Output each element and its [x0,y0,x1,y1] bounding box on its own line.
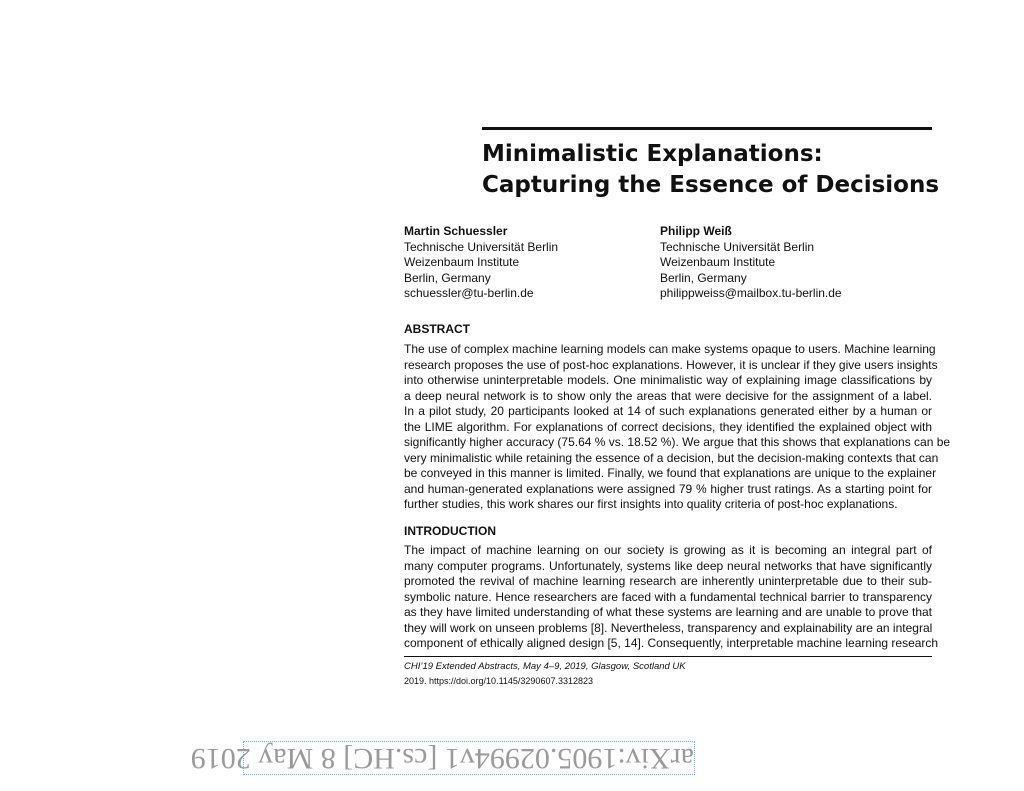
introduction-body [404,543,939,652]
author-location: Berlin, Germany [404,270,491,285]
author-institute: Weizenbaum Institute [404,255,520,270]
introduction-heading: INTRODUCTION [404,524,496,538]
conference-venue: CHI’19 Extended Abstracts, May 4–9, 2019, Glasgow, Scotland UK [404,661,686,672]
introduction-line: promoted the revival of machine learning research are inherently uninterpretable due to their sub- [404,574,932,588]
title-line-2: Capturing the Essence of Decisions [482,172,940,198]
title-rule [482,127,932,130]
author-name: Philipp Weiß [660,224,732,238]
abstract-line: significantly higher accuracy (75.64 % vs. 18.52 %). We argue that this shows that explanations can be [404,435,951,449]
introduction-line: as they have limited understanding of what these systems are learning and are unable to prove that [404,605,932,619]
title-line-1: Minimalistic Explanations: [482,141,823,167]
abstract-line: The use of complex machine learning models can make systems opaque to users. Machine learning [404,342,936,356]
introduction-line: symbolic nature. Hence researchers are faced with a fundamental technical barrier to transparency [404,589,932,604]
author-affiliation: Technische Universität Berlin [404,239,559,254]
abstract-heading: ABSTRACT [404,322,470,336]
introduction-line: component of ethically aligned design [5, 14]. Consequently, interpretable machine learning research [404,636,939,650]
introduction-line: many computer programs. Unfortunately, systems like deep neural networks that have significantly [404,558,932,573]
abstract-line: In a pilot study, 20 participants looked at 14 of such explanations generated either by a human or [404,404,932,418]
abstract-line: and human-generated explanations were assigned 79 % higher trust ratings. As a starting point for [404,481,932,496]
author-affiliation: Technische Universität Berlin [660,239,815,254]
abstract-line: research proposes the use of post-hoc explanations. However, it is unclear if they give users insights [404,357,938,372]
author-institute: Weizenbaum Institute [660,255,776,270]
author-name: Martin Schuessler [404,224,508,238]
arxiv-stamp-box [190,741,695,775]
footer-rule [404,656,932,657]
abstract-line: into otherwise uninterpretable models. One minimalistic way of explaining image classifications by [404,373,932,387]
abstract-body [404,342,951,513]
abstract-line: further studies, this work shares our first insights into quality criteria of post-hoc explanations. [404,497,898,511]
abstract-line: a deep neural network is to show only the areas that were decisive for the assignment of a label. [404,388,932,403]
introduction-line: they will work on unseen problems [8]. Nevertheless, transparency and explainability are an integral [404,620,933,635]
paper-title [482,139,940,201]
doi-line: 2019. https://doi.org/10.1145/3290607.3312823 [404,676,593,686]
author-email: schuessler@tu-berlin.de [404,286,534,301]
introduction-line: The impact of machine learning on our society is growing as it is becoming an integral part of [404,543,932,557]
author-block-1 [404,224,649,302]
abstract-line: be conveyed in this manner is limited. Finally, we found that explanations are unique to the explainer [404,466,937,480]
arxiv-stamp: arXiv:1905.02994v1 [cs.HC] 8 May 2019 [190,742,694,775]
abstract-line: the LIME algorithm. For explanations of correct decisions, they identified the explained object with [404,419,932,434]
abstract-line: very minimalistic while retaining the essence of a decision, but the decision-making contexts that can [404,450,939,465]
author-location: Berlin, Germany [660,270,747,285]
author-email: philippweiss@mailbox.tu-berlin.de [660,286,842,301]
author-block-2 [660,224,905,302]
